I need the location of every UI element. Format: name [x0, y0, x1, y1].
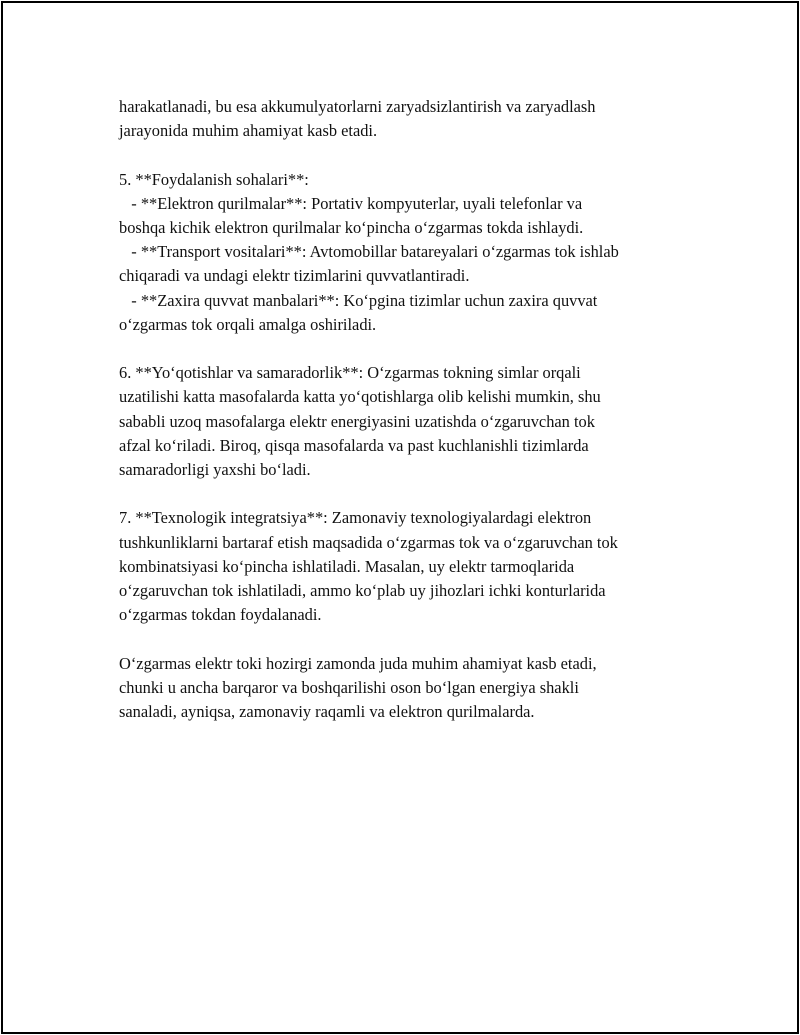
paragraph-tech-integration: [119, 506, 719, 627]
text-line: chunki u ancha barqaror va boshqarilishi oson bo‘lgan energiya shakli: [119, 677, 579, 697]
text-line: 6. **Yo‘qotishlar va samaradorlik**: O‘zgarmas tokning simlar orqali: [119, 363, 581, 383]
document-page: [1, 1, 799, 1034]
text-line: 7. **Texnologik integratsiya**: Zamonaviy texnologiyalardagi elektron: [119, 508, 592, 528]
text-line: tushkunliklarni bartaraf etish maqsadida o‘zgarmas tok va o‘zgaruvchan tok: [119, 532, 618, 552]
text-line: 5. **Foydalanish sohalari**:: [119, 169, 309, 189]
text-line: chiqaradi va undagi elektr tizimlarini quvvatlantiradi.: [119, 266, 470, 286]
paragraph-losses-efficiency: [119, 361, 719, 482]
text-line: o‘zgarmas tokdan foydalanadi.: [119, 605, 322, 625]
text-line: - **Transport vositalari**: Avtomobillar batareyalari o‘zgarmas tok ishlab: [119, 242, 619, 262]
text-line: boshqa kichik elektron qurilmalar ko‘pincha o‘zgarmas tokda ishlaydi.: [119, 218, 584, 237]
text-line: - **Zaxira quvvat manbalari**: Ko‘pgina tizimlar uchun zaxira quvvat: [119, 290, 598, 310]
text-line: afzal ko‘riladi. Biroq, qisqa masofalarda va past kuchlanishli tizimlarda: [119, 435, 589, 455]
text-line: uzatilishi katta masofalarda katta yo‘qotishlarga olib kelishi mumkin, shu: [119, 387, 601, 407]
paragraph-conclusion: [119, 652, 719, 725]
text-line: harakatlanadi, bu esa akkumulyatorlarni zaryadsizlantirish va zaryadlash: [119, 97, 596, 116]
text-line: kombinatsiyasi ko‘pincha ishlatiladi. Masalan, uy elektr tarmoqlarida: [119, 556, 575, 576]
document-body: [119, 95, 719, 748]
paragraph-usage-areas: [119, 168, 719, 337]
text-line: jarayonida muhim ahamiyat kasb etadi.: [119, 121, 378, 141]
text-line: sababli uzoq masofalarga elektr energiyasini uzatishda o‘zgaruvchan tok: [119, 411, 595, 431]
text-line: - **Elektron qurilmalar**: Portativ kompyuterlar, uyali telefonlar va: [119, 193, 583, 213]
text-line: sanaladi, ayniqsa, zamonaviy raqamli va elektron qurilmalarda.: [119, 702, 535, 722]
text-line: o‘zgarmas tok orqali amalga oshiriladi.: [119, 314, 377, 334]
text-line: samaradorligi yaxshi bo‘ladi.: [119, 460, 311, 480]
paragraph-continuation: [119, 95, 719, 143]
text-line: o‘zgaruvchan tok ishlatiladi, ammo ko‘plab uy jihozlari ichki konturlarida: [119, 581, 606, 601]
text-line: O‘zgarmas elektr toki hozirgi zamonda juda muhim ahamiyat kasb etadi,: [119, 653, 597, 673]
